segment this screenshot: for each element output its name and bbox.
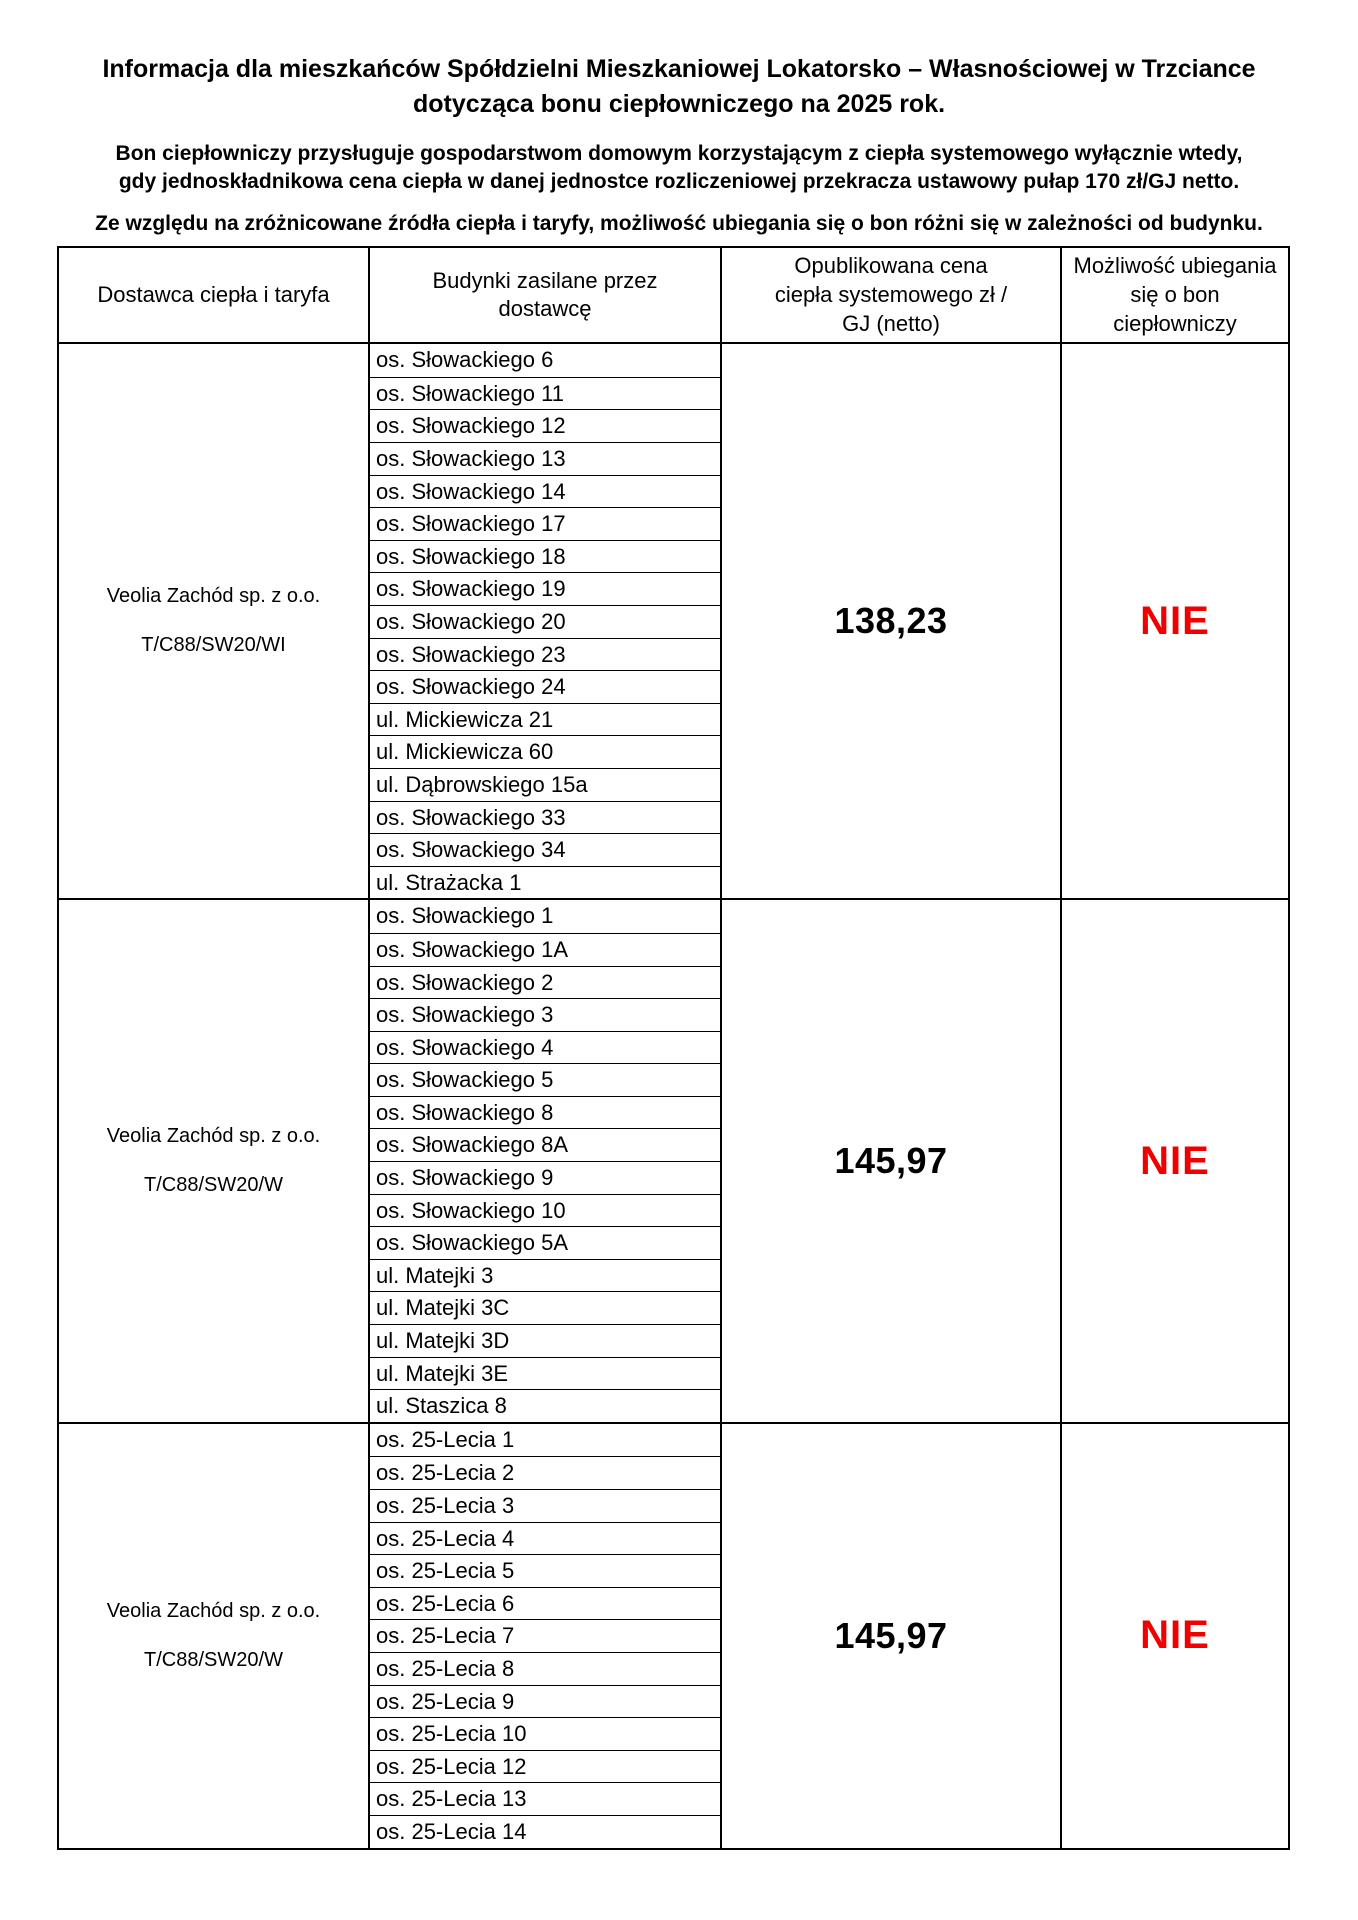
table-header-row xyxy=(59,248,1288,342)
col-header-bon xyxy=(1060,248,1288,342)
building-row: os. 25-Lecia 14 xyxy=(370,1815,720,1848)
tariff-code: T/C88/SW20/WI xyxy=(141,634,286,657)
page-title xyxy=(0,52,1358,122)
building-row: os. Słowackiego 6 xyxy=(376,347,554,373)
tariff-code: T/C88/SW20/W xyxy=(144,1174,283,1197)
col-header-supplier-label: Dostawca ciepła i taryfa xyxy=(97,282,330,308)
buildings-list xyxy=(368,900,720,1422)
building-row: os. 25-Lecia 4 xyxy=(370,1522,720,1555)
bon-eligibility-cell xyxy=(1060,900,1288,1422)
building-row: os. Słowackiego 13 xyxy=(370,442,720,475)
building-row: os. Słowackiego 11 xyxy=(370,377,720,410)
bon-eligibility-value: NIE xyxy=(1140,598,1210,643)
building-row: os. Słowackiego 17 xyxy=(370,507,720,540)
intro-paragraph xyxy=(0,140,1358,195)
building-row: os. Słowackiego 34 xyxy=(370,833,720,866)
supplier-name: Veolia Zachód sp. z o.o. xyxy=(106,1125,321,1148)
building-row: os. 25-Lecia 3 xyxy=(370,1489,720,1522)
col-header-buildings-label: Budynki zasilane przez dostawcę xyxy=(432,267,658,322)
tariff-code: T/C88/SW20/W xyxy=(144,1648,283,1671)
supplier-name: Veolia Zachód sp. z o.o. xyxy=(106,1599,321,1622)
building-row: os. Słowackiego 9 xyxy=(370,1161,720,1194)
building-row: ul. Mickiewicza 60 xyxy=(370,735,720,768)
bon-eligibility-value: NIE xyxy=(1140,1138,1210,1183)
building-row: ul. Matejki 3D xyxy=(370,1324,720,1357)
building-row: os. Słowackiego 23 xyxy=(370,638,720,671)
col-header-price-label: Opublikowana cena ciepła systemowego zł / GJ (netto) xyxy=(774,253,1008,336)
page-title-line-1: Informacja dla mieszkańców Spółdzielni Mieszkaniowej Lokatorsko – Własnościowej w Trzciance xyxy=(102,55,1256,83)
building-row: os. Słowackiego 19 xyxy=(370,572,720,605)
bon-eligibility-cell xyxy=(1060,1424,1288,1848)
building-row: os. Słowackiego 3 xyxy=(370,998,720,1031)
bon-eligibility-value: NIE xyxy=(1140,1613,1210,1658)
building-row: os. 25-Lecia 2 xyxy=(370,1456,720,1489)
building-row: os. Słowackiego 4 xyxy=(370,1031,720,1064)
price-value: 145,97 xyxy=(834,1140,948,1182)
table-group-3 xyxy=(59,1422,1288,1848)
intro-line-2: gdy jednoskładnikowa cena ciepła w danej jednostce rozliczeniowej przekracza ustawowy pułap 170 zł/GJ netto. xyxy=(118,169,1240,193)
page-title-line-2: dotycząca bonu ciepłowniczego na 2025 rok. xyxy=(412,90,946,118)
col-header-buildings xyxy=(368,248,720,342)
building-row: os. 25-Lecia 12 xyxy=(370,1750,720,1783)
building-row: os. 25-Lecia 7 xyxy=(370,1619,720,1652)
heating-voucher-table xyxy=(57,246,1290,1849)
price-cell xyxy=(720,900,1060,1422)
building-row: os. Słowackiego 12 xyxy=(370,409,720,442)
building-row: os. Słowackiego 20 xyxy=(370,605,720,638)
building-row: os. 25-Lecia 1 xyxy=(376,1426,515,1452)
supplier-cell xyxy=(59,1424,368,1848)
bon-eligibility-cell xyxy=(1060,344,1288,898)
building-row: os. Słowackiego 14 xyxy=(370,475,720,508)
intro-line-1: Bon ciepłowniczy przysługuje gospodarstwom domowym korzystającym z ciepła systemowego wyłącznie wtedy, xyxy=(115,142,1243,165)
building-row: os. Słowackiego 8 xyxy=(370,1096,720,1129)
building-row: os. Słowackiego 1 xyxy=(376,903,554,929)
building-row: os. Słowackiego 33 xyxy=(370,801,720,834)
buildings-list xyxy=(368,1424,720,1848)
building-row: ul. Matejki 3E xyxy=(370,1357,720,1390)
table-group-1 xyxy=(59,342,1288,898)
col-header-supplier xyxy=(59,248,368,342)
building-row: os. Słowackiego 10 xyxy=(370,1194,720,1227)
building-row: os. 25-Lecia 9 xyxy=(370,1685,720,1718)
building-row: os. Słowackiego 8A xyxy=(370,1128,720,1161)
building-row: ul. Matejki 3C xyxy=(370,1291,720,1324)
supplier-cell xyxy=(59,344,368,898)
col-header-bon-label: Możliwość ubiegania się o bon ciepłowniczy xyxy=(1073,253,1277,336)
buildings-list xyxy=(368,344,720,898)
building-row: ul. Staszica 8 xyxy=(370,1389,720,1422)
building-row: os. Słowackiego 18 xyxy=(370,540,720,573)
table-group-2 xyxy=(59,898,1288,1422)
building-row: ul. Dąbrowskiego 15a xyxy=(370,768,720,801)
supplier-cell xyxy=(59,900,368,1422)
col-header-price xyxy=(720,248,1060,342)
building-row: os. Słowackiego 1A xyxy=(370,933,720,966)
building-row: os. Słowackiego 24 xyxy=(370,670,720,703)
building-row: os. 25-Lecia 5 xyxy=(370,1554,720,1587)
building-row: os. Słowackiego 5 xyxy=(370,1063,720,1096)
building-row: os. 25-Lecia 8 xyxy=(370,1652,720,1685)
building-row: os. Słowackiego 5A xyxy=(370,1226,720,1259)
building-row: ul. Matejki 3 xyxy=(370,1259,720,1292)
building-row: os. Słowackiego 2 xyxy=(370,966,720,999)
price-cell xyxy=(720,1424,1060,1848)
price-value: 138,23 xyxy=(834,600,948,642)
price-cell xyxy=(720,344,1060,898)
building-row: os. 25-Lecia 6 xyxy=(370,1587,720,1620)
building-row: ul. Mickiewicza 21 xyxy=(370,703,720,736)
price-value: 145,97 xyxy=(834,1614,948,1656)
building-row: os. 25-Lecia 10 xyxy=(370,1717,720,1750)
building-row: os. 25-Lecia 13 xyxy=(370,1782,720,1815)
note-paragraph: Ze względu na zróżnicowane źródła ciepła i taryfy, możliwość ubiegania się o bon różni się w zależności od budynku. xyxy=(95,212,1263,236)
supplier-name: Veolia Zachód sp. z o.o. xyxy=(106,585,321,608)
building-row: ul. Strażacka 1 xyxy=(370,866,720,899)
